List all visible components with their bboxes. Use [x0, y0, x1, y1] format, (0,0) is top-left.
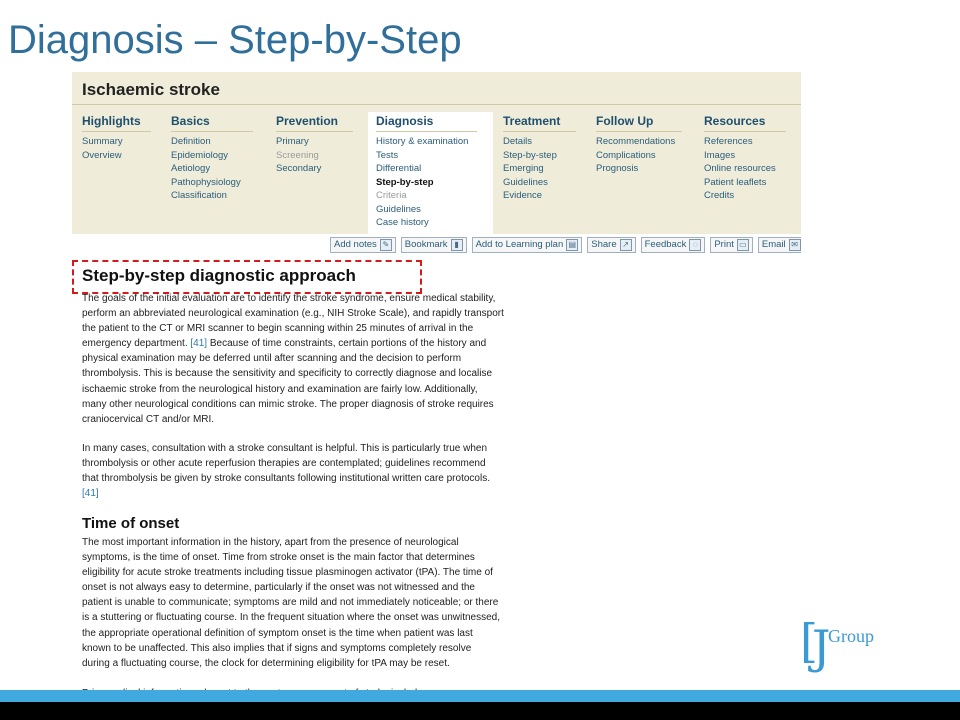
nav-head-treatment[interactable]: Treatment [503, 112, 576, 132]
nav-head-highlights[interactable]: Highlights [82, 112, 151, 132]
nav-item-prognosis[interactable]: Prognosis [596, 163, 639, 174]
para3-line-2: symptoms, is the time of onset. Time from stroke onset is the main factor that determines [82, 552, 475, 564]
para3-line-9: during a fluctuating course, the clock for determining eligibility for tPA may be reset. [82, 657, 450, 669]
learning-plan-label: Add to Learning plan [475, 239, 564, 250]
share-button[interactable] [587, 237, 635, 253]
document-icon: ▤ [566, 239, 578, 251]
nav-item-evidence[interactable]: Evidence [503, 190, 543, 201]
para3-line-8: known to be unaffected. This also implies that if signs and symptoms completely resolve [82, 642, 472, 654]
para2-line-3: that thrombolysis be given by stroke consultants following institutional written care protocols. [82, 473, 490, 485]
nav-item-online-resources[interactable]: Online resources [704, 163, 776, 174]
feedback-icon: ◌ [689, 239, 701, 251]
company-logo [800, 614, 880, 674]
add-notes-button[interactable] [330, 237, 396, 253]
para2-line-1: In many cases, consultation with a stroke consultant is helpful. This is particularly true when [82, 443, 488, 454]
nav-item-definition[interactable]: Definition [171, 136, 211, 147]
nav-item-step-by-step-current: Step-by-step [376, 176, 434, 188]
logo-text: Group [828, 626, 874, 646]
nav-item-treatment-guidelines[interactable]: Guidelines [503, 176, 548, 188]
nav-column-treatment [503, 112, 588, 203]
nav-column-prevention [276, 112, 366, 176]
paragraph-3 [82, 535, 554, 671]
para1-line-8: many other neurological conditions can mimic stroke. The proper diagnosis of stroke requires [82, 398, 494, 410]
nav-item-primary[interactable]: Primary [276, 136, 309, 147]
nav-item-emerging[interactable]: Emerging [503, 163, 544, 174]
action-toolbar [330, 237, 801, 253]
page-header [72, 72, 801, 234]
share-label: Share [591, 239, 617, 250]
nav-item-tests[interactable]: Tests [376, 149, 399, 161]
nav-item-treatment-step-by-step[interactable]: Step-by-step [503, 149, 557, 161]
nav-head-resources[interactable]: Resources [704, 112, 786, 132]
reference-link[interactable]: [41] [190, 338, 208, 350]
bookmark-icon: ▮ [451, 239, 463, 251]
nav-item-history-examination[interactable]: History & examination [376, 136, 469, 147]
para1-line-7: ischaemic stroke from the neurological history and examination are fairly low. Additionally, [82, 383, 478, 395]
bookmark-label: Bookmark [404, 239, 448, 250]
para3-line-3: eligibility for acute stroke treatments including tissue plasminogen activator (tPA). The time of [82, 567, 493, 579]
para1-line-1: The goals of the initial evaluation are to identify the stroke syndrome, ensure medical stability, [82, 293, 496, 304]
nav-head-basics[interactable]: Basics [171, 112, 253, 132]
nav-item-pathophysiology[interactable]: Pathophysiology [171, 176, 241, 188]
email-label: Email [761, 239, 786, 250]
nav-column-diagnosis [368, 112, 493, 234]
para1-line-2: perform an abbreviated neurological examination (e.g., NIH Stroke Scale), and rapidly transport [82, 308, 504, 320]
nav-item-case-history[interactable]: Case history [376, 217, 429, 228]
email-button[interactable] [758, 237, 801, 253]
slide-title: Diagnosis – Step-by-Step [8, 18, 462, 62]
nav-column-follow-up [596, 112, 696, 176]
section-title: Step-by-step diagnostic approach [82, 266, 356, 285]
nav-item-classification[interactable]: Classification [171, 190, 227, 201]
reference-link-2[interactable]: [41] [82, 488, 99, 500]
para3-line-1: The most important information in the history, apart from the presence of neurological [82, 537, 459, 548]
para2-line-2: thrombolysis or other acute reperfusion therapies are contemplated; guidelines recommend [82, 458, 486, 470]
para1-line-3: the patient to the CT or MRI scanner to begin scanning within 25 minutes of arrival in the [82, 323, 474, 335]
logo-bracket-icon: [ [800, 614, 818, 668]
para1-line-4-text: emergency department. [82, 338, 188, 350]
nav-item-differential[interactable]: Differential [376, 163, 422, 174]
nav-column-resources [704, 112, 799, 203]
share-icon: ↗ [620, 239, 632, 251]
notes-icon: ✎ [380, 239, 392, 251]
subsection-title: Time of onset [82, 515, 180, 532]
nav-item-references[interactable]: References [704, 136, 753, 147]
nav-item-overview[interactable]: Overview [82, 149, 122, 161]
nav-item-criteria: Criteria [376, 190, 407, 201]
para3-line-7: the appropriate operational definition of symptom onset is the time when patient was last [82, 627, 473, 639]
nav-head-prevention[interactable]: Prevention [276, 112, 353, 132]
nav-item-details[interactable]: Details [503, 136, 533, 147]
para1-line-6: thrombolysis. This is because the sensitivity and specificity to correctly diagnose and localise [82, 368, 493, 380]
print-label: Print [714, 239, 734, 250]
nav-item-aetiology[interactable]: Aetiology [171, 163, 211, 174]
para3-line-5: patient is unable to communicate; symptoms are mild and not immediately noticeable; or there [82, 597, 499, 609]
nav-item-images[interactable]: Images [704, 149, 736, 161]
add-notes-label: Add notes [334, 239, 377, 250]
para1-line-5: physical examination may be deferred until after scanning and the decision to perform [82, 353, 462, 365]
nav-item-secondary[interactable]: Secondary [276, 163, 322, 174]
logo-j-icon: J [812, 620, 831, 674]
footer-accent-bar [0, 690, 960, 702]
nav-item-epidemiology[interactable]: Epidemiology [171, 149, 229, 161]
footer-black-bar [0, 702, 960, 720]
nav-item-complications[interactable]: Complications [596, 149, 656, 161]
para3-line-4: onset is not always easy to determine, particularly if the onset was not witnessed and the [82, 582, 475, 594]
nav-item-patient-leaflets[interactable]: Patient leaflets [704, 176, 767, 188]
print-button[interactable] [710, 237, 753, 253]
nav-head-follow-up[interactable]: Follow Up [596, 112, 682, 132]
nav-item-recommendations[interactable]: Recommendations [596, 136, 676, 147]
nav-item-credits[interactable]: Credits [704, 190, 735, 201]
paragraph-2 [82, 441, 554, 501]
nav-item-screening: Screening [276, 149, 319, 161]
para1-line-4 [82, 336, 554, 351]
para1-line-4-after: Because of time constraints, certain portions of the history and [207, 338, 487, 350]
print-icon: ▭ [737, 239, 749, 251]
para3-line-6: is a stuttering or fluctuating course. In the frequent situation where the onset was unwitnessed, [82, 612, 501, 624]
screenshot-panel [72, 72, 801, 702]
email-icon: ✉ [789, 239, 801, 251]
header-divider [72, 104, 801, 105]
feedback-button[interactable] [641, 237, 706, 253]
page-heading: Ischaemic stroke [82, 80, 220, 99]
paragraph-1 [82, 291, 554, 427]
bookmark-button[interactable] [401, 237, 467, 253]
nav-item-guidelines[interactable]: Guidelines [376, 203, 421, 215]
nav-column-highlights [82, 112, 162, 162]
add-to-learning-plan-button[interactable] [472, 237, 583, 253]
feedback-label: Feedback [644, 239, 687, 250]
nav-head-diagnosis[interactable]: Diagnosis [376, 112, 477, 132]
nav-column-basics [171, 112, 266, 203]
para1-line-9: craniocervical CT and/or MRI. [82, 413, 215, 425]
nav-item-summary[interactable]: Summary [82, 136, 123, 147]
